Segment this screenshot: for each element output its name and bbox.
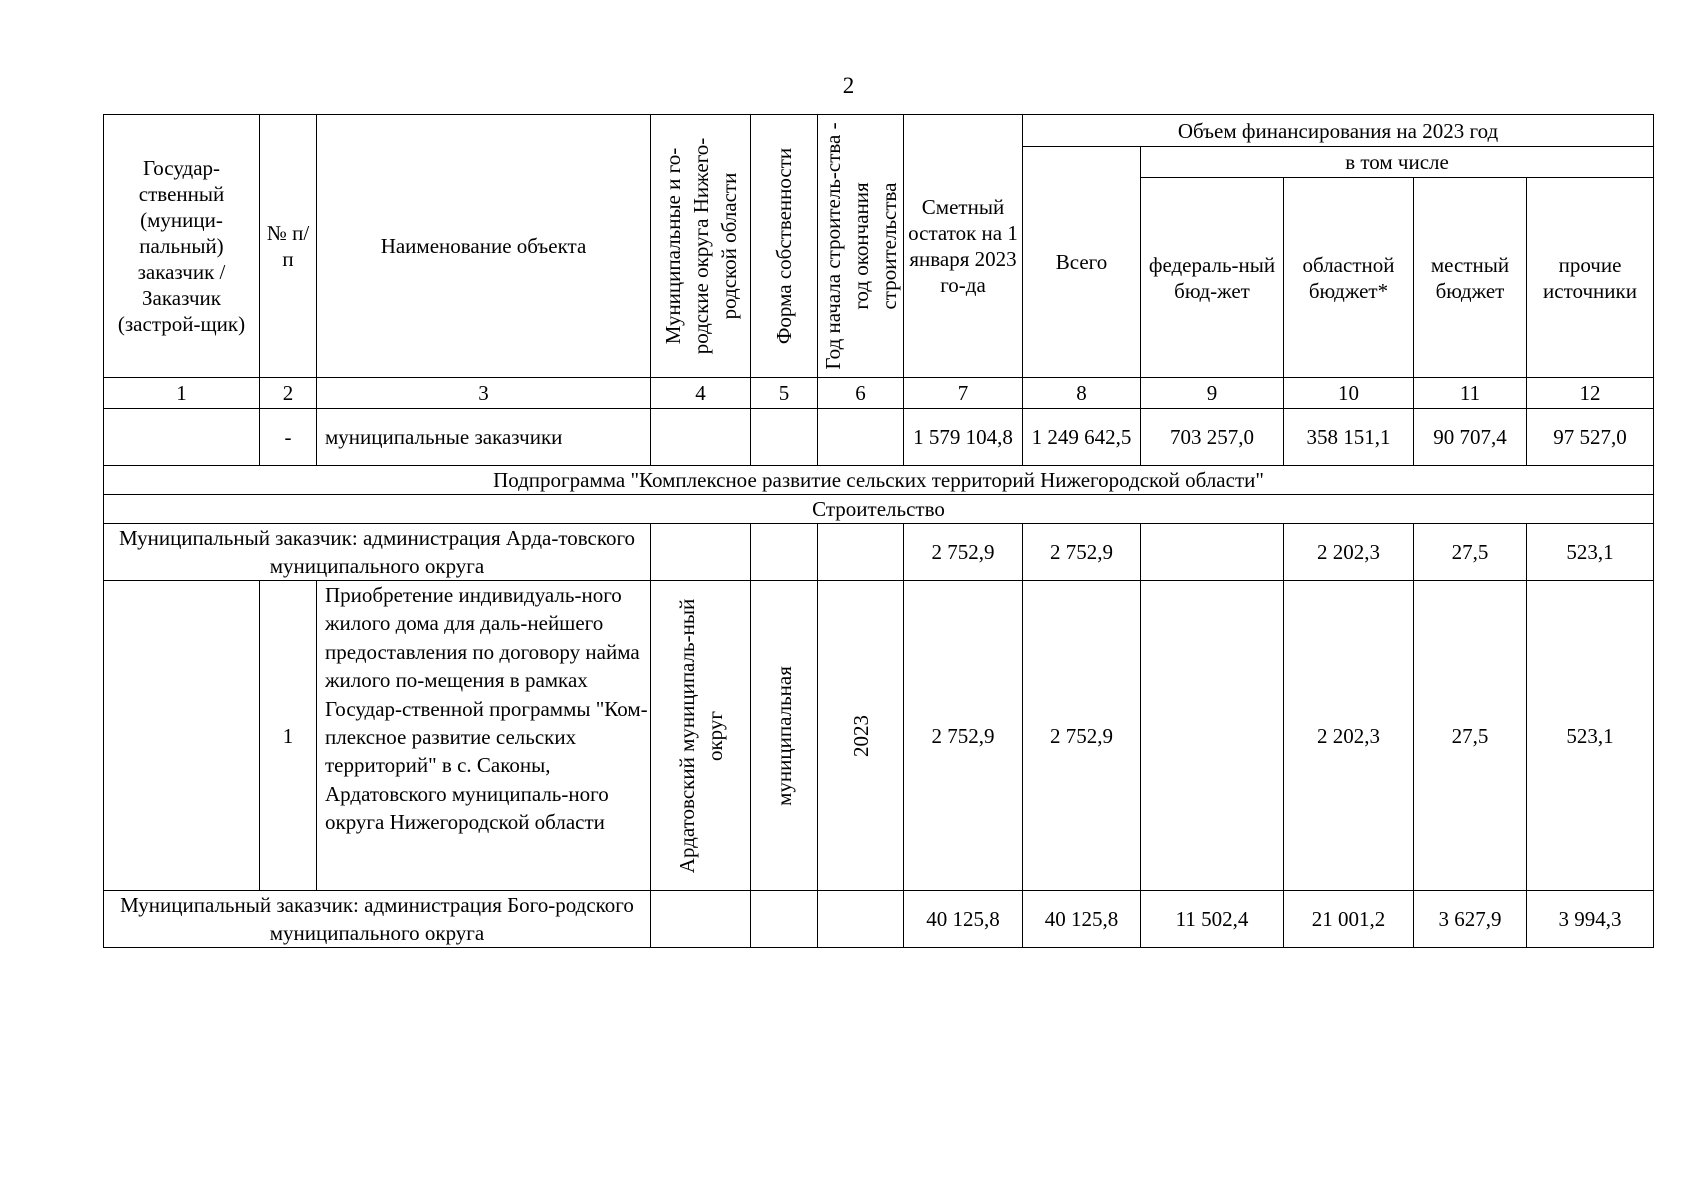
cell-years [818, 581, 904, 891]
header-years [818, 115, 904, 378]
cell-regional: 2 202,3 [1284, 524, 1414, 581]
cell-ownership [751, 581, 818, 891]
ownership-text: муниципальная [772, 665, 796, 806]
subprogram-title: Подпрограмма "Комплексное развитие сельских территорий Нижегородской области" [104, 466, 1654, 495]
cell-total: 1 249 642,5 [1023, 409, 1141, 466]
customer-row [104, 891, 1654, 948]
header-regional-budget: областной бюджет* [1284, 178, 1414, 378]
cell-years [818, 891, 904, 948]
header-financing-title: Объем финансирования на 2023 год [1023, 115, 1654, 147]
cell-customer [104, 581, 260, 891]
header-customer: Государ-ственный (муници-пальный) заказчик / Заказчик (застрой-щик) [104, 115, 260, 378]
object-row [104, 581, 1654, 891]
cell-ownership [751, 891, 818, 948]
cell-estimate-balance: 2 752,9 [904, 581, 1023, 891]
column-numbers-row [104, 378, 1654, 409]
header-districts-text: Муниципальные и го-родские округа Нижего-родской области [660, 137, 741, 355]
header-object-name: Наименование объекта [317, 115, 651, 378]
column-number: 11 [1414, 378, 1527, 409]
cell-local: 3 627,9 [1414, 891, 1527, 948]
cell-total: 40 125,8 [1023, 891, 1141, 948]
page-number: 2 [842, 73, 855, 98]
years-text: 2023 [848, 714, 873, 757]
district-text: Ардатовский муниципаль-ный округ [674, 598, 727, 873]
cell-local: 27,5 [1414, 581, 1527, 891]
table-row [104, 409, 1654, 466]
cell-federal: 11 502,4 [1141, 891, 1284, 948]
cell-federal: 703 257,0 [1141, 409, 1284, 466]
header-estimate-balance: Сметный остаток на 1 января 2023 го-да [904, 115, 1023, 378]
section-title: Строительство [104, 495, 1654, 524]
cell-number: 1 [260, 581, 317, 891]
column-number: 8 [1023, 378, 1141, 409]
cell-regional: 358 151,1 [1284, 409, 1414, 466]
subprogram-row [104, 466, 1654, 495]
cell-years [818, 409, 904, 466]
cell-other: 523,1 [1527, 581, 1654, 891]
header-local-budget: местный бюджет [1414, 178, 1527, 378]
cell-ownership [751, 524, 818, 581]
cell-object-name: муниципальные заказчики [317, 409, 651, 466]
header-districts [651, 115, 751, 378]
column-number: 2 [260, 378, 317, 409]
column-number: 1 [104, 378, 260, 409]
cell-other: 3 994,3 [1527, 891, 1654, 948]
customer-row [104, 524, 1654, 581]
cell-district [651, 524, 751, 581]
column-number: 10 [1284, 378, 1414, 409]
cell-total: 2 752,9 [1023, 581, 1141, 891]
cell-total: 2 752,9 [1023, 524, 1141, 581]
cell-regional: 21 001,2 [1284, 891, 1414, 948]
header-ownership [751, 115, 818, 378]
cell-federal [1141, 581, 1284, 891]
header-number: № п/п [260, 115, 317, 378]
column-number: 6 [818, 378, 904, 409]
column-number: 3 [317, 378, 651, 409]
cell-object-name: Приобретение индивидуаль-ного жилого дома для даль-нейшего предоставления по договору найма жилого по-мещения в рамках Государ-ственной программы "Ком-плексное развитие сельских территорий" в с. Саконы, Ардатовского муниципаль-ного округа Нижегородской области [317, 581, 651, 891]
cell-other: 523,1 [1527, 524, 1654, 581]
cell-district [651, 581, 751, 891]
cell-local: 27,5 [1414, 524, 1527, 581]
header-row [104, 115, 1654, 147]
customer-name: Муниципальный заказчик: администрация Арда-товского муниципального округа [104, 524, 651, 581]
cell-number: - [260, 409, 317, 466]
header-years-text: Год начала строитель-ства - год окончания строительства [820, 122, 901, 370]
header-total: Всего [1023, 147, 1141, 378]
cell-estimate-balance: 40 125,8 [904, 891, 1023, 948]
header-other-sources: прочие источники [1527, 178, 1654, 378]
header-ownership-text: Форма собственности [772, 147, 796, 345]
column-number: 4 [651, 378, 751, 409]
cell-district [651, 409, 751, 466]
customer-name: Муниципальный заказчик: администрация Бого-родского муниципального округа [104, 891, 651, 948]
column-number: 7 [904, 378, 1023, 409]
header-including: в том числе [1141, 147, 1654, 178]
column-number: 9 [1141, 378, 1284, 409]
cell-estimate-balance: 1 579 104,8 [904, 409, 1023, 466]
cell-federal [1141, 524, 1284, 581]
cell-years [818, 524, 904, 581]
cell-estimate-balance: 2 752,9 [904, 524, 1023, 581]
cell-customer [104, 409, 260, 466]
cell-ownership [751, 409, 818, 466]
cell-other: 97 527,0 [1527, 409, 1654, 466]
column-number: 5 [751, 378, 818, 409]
column-number: 12 [1527, 378, 1654, 409]
header-federal-budget: федераль-ный бюд-жет [1141, 178, 1284, 378]
cell-regional: 2 202,3 [1284, 581, 1414, 891]
section-row [104, 495, 1654, 524]
cell-district [651, 891, 751, 948]
cell-local: 90 707,4 [1414, 409, 1527, 466]
financing-table [103, 114, 1654, 948]
